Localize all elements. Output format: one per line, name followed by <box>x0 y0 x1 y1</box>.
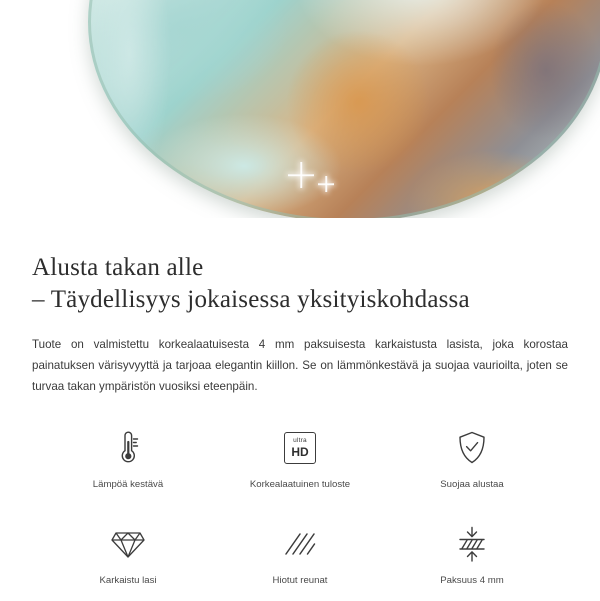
round-glass-print-marble-teal-gold <box>88 0 600 218</box>
ultra-hd-icon <box>284 427 316 469</box>
feature-item-thickness <box>386 523 558 601</box>
thermometer-icon <box>111 427 145 469</box>
shield-check-icon <box>455 427 489 469</box>
thickness-arrows-icon <box>455 523 489 565</box>
feature-label: Hiotut reunat <box>272 575 328 586</box>
feature-label: Suojaa alustaa <box>440 479 504 490</box>
feature-item-high-quality-print <box>214 427 386 505</box>
feature-label: Paksuus 4 mm <box>440 575 504 586</box>
headline-line-2: – Täydellisyys jokaisessa yksityiskohdassa <box>32 286 470 313</box>
feature-grid <box>32 427 568 601</box>
feature-item-tempered-glass <box>42 523 214 601</box>
feature-label: Lämpöä kestävä <box>92 479 164 490</box>
feature-item-polished-edges <box>214 523 386 601</box>
feature-label: Karkaistu lasi <box>99 575 157 586</box>
feature-label: Korkealaatuinen tuloste <box>249 479 351 490</box>
feature-item-protects-surface <box>386 427 558 505</box>
page-title <box>32 252 568 316</box>
polished-edges-icon <box>282 523 318 565</box>
hero-image <box>0 0 600 218</box>
ultra-hd-badge-bottom: HD <box>291 444 309 459</box>
body-paragraph: Tuote on valmistettu korkealaatuisesta 4 mm paksuisesta karkaistusta lasista, joka korostaa painatuksen värisyvyyttä ja tarjoaa elegantin kiillon. Se on lämmönkestävä ja suojaa vaurioilta, joten se turvaa takan ympäristön vuosiksi eteenpäin. <box>32 338 568 393</box>
feature-item-heat-resistant <box>42 427 214 505</box>
ultra-hd-badge-top: ultra <box>293 437 307 445</box>
headline-line-1: Alusta takan alle <box>32 254 204 281</box>
diamond-icon <box>109 523 147 565</box>
content-area <box>0 218 600 601</box>
